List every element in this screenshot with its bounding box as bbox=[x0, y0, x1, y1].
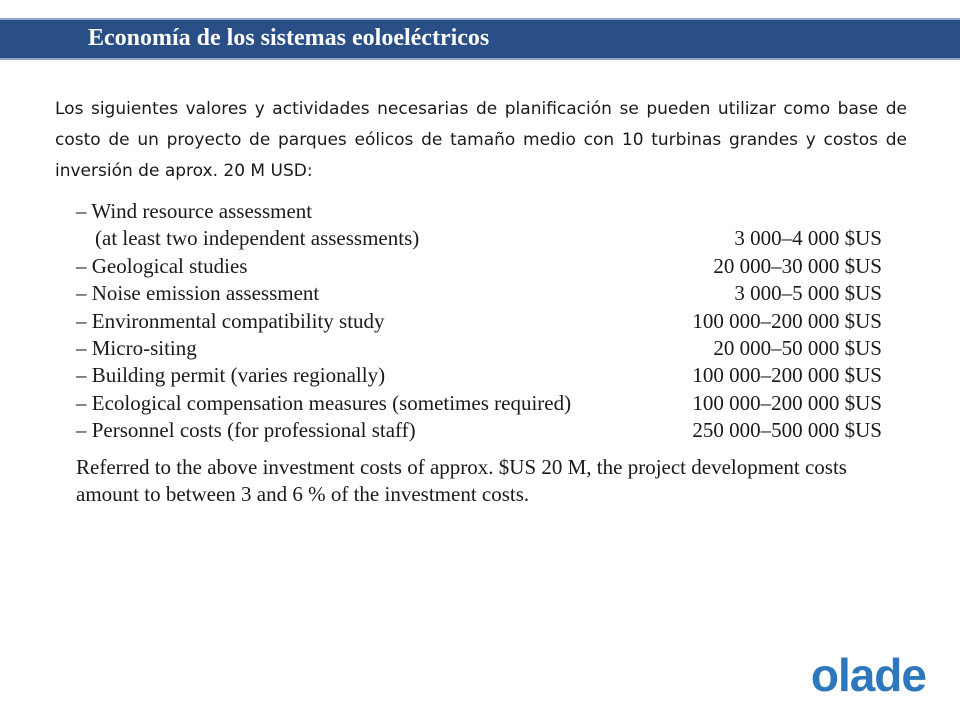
olade-logo: olade bbox=[810, 649, 926, 701]
slide-title: Economía de los sistemas eoloeléctricos bbox=[88, 25, 490, 51]
cost-label: – Wind resource assessment bbox=[76, 199, 313, 223]
summary-note: Referred to the above investment costs of approx. $US 20 M, the project development costs amount to between 3 and 6 % of the investment costs. bbox=[76, 455, 847, 506]
cost-list bbox=[76, 198, 882, 445]
cost-amount: 20 000–50 000 $US bbox=[713, 335, 882, 360]
cost-label: – Ecological compensation measures (sometimes required) bbox=[76, 390, 572, 415]
cost-label: – Micro-siting bbox=[76, 335, 197, 360]
cost-row-personnel bbox=[76, 417, 882, 444]
cost-amount: 3 000–4 000 $US bbox=[734, 226, 882, 251]
cost-row-building-permit bbox=[76, 362, 882, 389]
cost-row-wind-resource bbox=[76, 198, 882, 225]
cost-row-ecological bbox=[76, 390, 882, 417]
cost-label: – Noise emission assessment bbox=[76, 281, 320, 306]
cost-amount: 100 000–200 000 $US bbox=[692, 363, 882, 388]
cost-label: (at least two independent assessments) bbox=[95, 226, 420, 251]
intro-paragraph: Los siguientes valores y actividades necesarias de planificación se pueden utilizar como base de costo de un proyecto de parques eólicos de tamaño medio con 10 turbinas grandes y costos de inversión de aprox. 20 M USD: bbox=[55, 99, 907, 181]
cost-amount: 100 000–200 000 $US bbox=[692, 308, 882, 333]
cost-row-micro-siting bbox=[76, 335, 882, 362]
cost-label: – Environmental compatibility study bbox=[76, 308, 385, 333]
cost-row-geological bbox=[76, 253, 882, 280]
cost-label: – Personnel costs (for professional staff) bbox=[76, 418, 416, 443]
title-bar bbox=[0, 18, 960, 60]
cost-label: – Geological studies bbox=[76, 253, 248, 278]
cost-row-wind-resource-detail bbox=[76, 225, 882, 252]
cost-row-noise bbox=[76, 280, 882, 307]
cost-amount: 20 000–30 000 $US bbox=[713, 253, 882, 278]
cost-amount: 3 000–5 000 $US bbox=[734, 281, 882, 306]
cost-amount: 100 000–200 000 $US bbox=[692, 390, 882, 415]
cost-row-environmental bbox=[76, 308, 882, 335]
cost-label: – Building permit (varies regionally) bbox=[76, 363, 386, 388]
cost-amount: 250 000–500 000 $US bbox=[692, 418, 882, 443]
